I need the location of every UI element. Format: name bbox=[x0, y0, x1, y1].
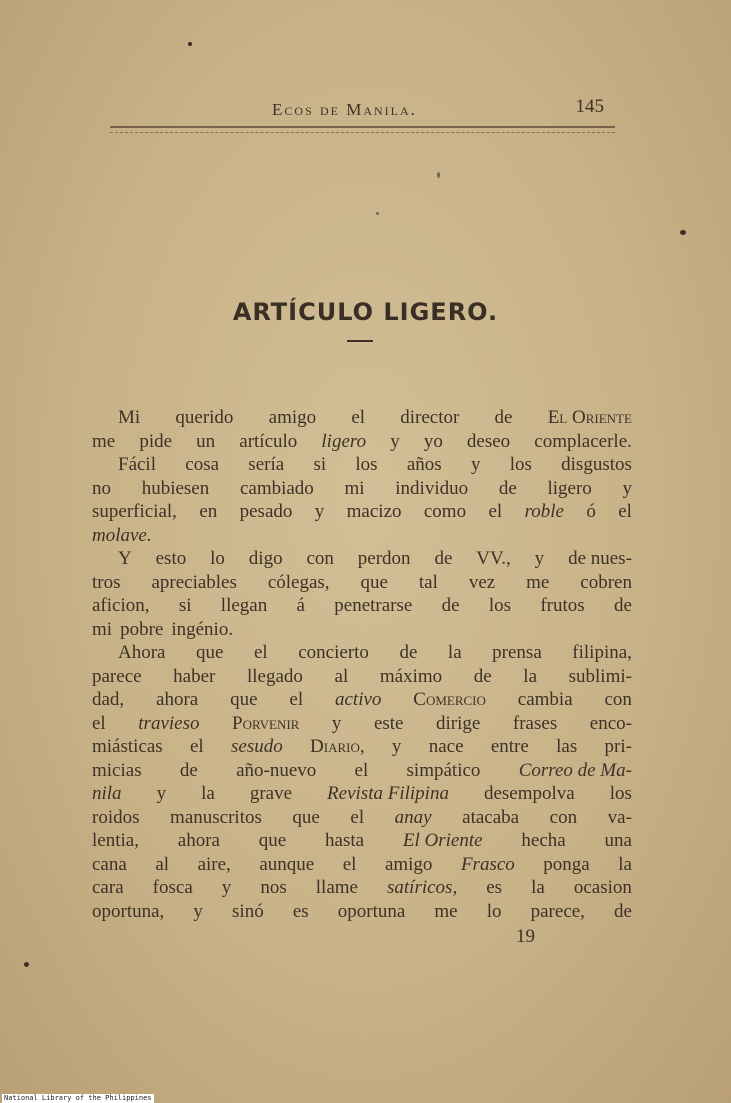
text-line bbox=[92, 524, 632, 548]
word: penetrarse bbox=[334, 595, 413, 616]
text-line bbox=[92, 782, 632, 806]
word: nos bbox=[260, 877, 287, 898]
word: Diario, bbox=[310, 736, 365, 757]
word: activo bbox=[334, 689, 382, 710]
word: travieso bbox=[138, 712, 200, 734]
word: vez bbox=[468, 571, 496, 593]
word: roidos bbox=[92, 806, 140, 828]
word: llame bbox=[315, 877, 358, 898]
word: Revista Filipina bbox=[327, 783, 449, 804]
word: sería bbox=[248, 454, 285, 475]
word: me bbox=[434, 900, 458, 922]
word: ó bbox=[586, 501, 596, 522]
word: si bbox=[313, 454, 327, 475]
word: de bbox=[498, 477, 517, 499]
word: oportuna, bbox=[92, 900, 165, 922]
word: Correo de Ma- bbox=[518, 759, 632, 781]
word: la bbox=[531, 877, 545, 898]
word: oportuna bbox=[337, 900, 406, 922]
word: el bbox=[342, 853, 357, 875]
word: como bbox=[423, 501, 467, 522]
word: los bbox=[355, 454, 378, 475]
title-ornament-dash bbox=[347, 340, 373, 342]
word: llegado bbox=[246, 665, 303, 687]
word: haber bbox=[173, 665, 216, 687]
word: cosa bbox=[185, 454, 220, 475]
word: con bbox=[306, 548, 334, 569]
text-line bbox=[92, 759, 632, 783]
text-line bbox=[92, 453, 632, 477]
word: y bbox=[622, 477, 632, 499]
word: y bbox=[331, 712, 342, 734]
word: de bbox=[441, 595, 460, 616]
word: cólegas, bbox=[267, 571, 330, 593]
text-line bbox=[92, 806, 632, 830]
word: mi bbox=[344, 477, 365, 499]
word: ocasion bbox=[573, 877, 632, 898]
word: con bbox=[549, 806, 578, 828]
page-number: 145 bbox=[575, 96, 604, 117]
ink-speck bbox=[24, 962, 29, 967]
word: entre bbox=[490, 736, 529, 757]
text-line bbox=[92, 735, 632, 759]
text-line bbox=[92, 500, 632, 524]
text-line bbox=[92, 477, 632, 501]
word: me bbox=[92, 430, 116, 452]
word: que bbox=[196, 642, 224, 663]
word: que bbox=[360, 571, 388, 593]
word: Mi bbox=[118, 407, 141, 428]
word: dirige bbox=[436, 712, 481, 734]
text-line bbox=[92, 876, 632, 900]
word: perdon bbox=[357, 548, 411, 569]
header-rule bbox=[110, 126, 615, 133]
word: y bbox=[534, 548, 545, 569]
word: artículo bbox=[239, 430, 298, 452]
word: cana bbox=[92, 853, 127, 875]
word: frutos bbox=[540, 595, 585, 616]
page-header bbox=[110, 96, 610, 126]
word: la bbox=[618, 853, 632, 875]
text-line bbox=[92, 547, 632, 571]
word: amigo bbox=[384, 853, 433, 875]
word: Frasco bbox=[460, 853, 515, 875]
word: atacaba bbox=[462, 806, 520, 828]
word: cara bbox=[92, 877, 124, 898]
word: y bbox=[470, 454, 481, 475]
ink-speck bbox=[376, 212, 379, 215]
text-line bbox=[92, 430, 632, 454]
word: que bbox=[230, 689, 258, 710]
word: filipina, bbox=[572, 642, 632, 663]
word: aficion, bbox=[92, 595, 150, 616]
word: simpático bbox=[406, 759, 481, 781]
word: frases bbox=[512, 712, 558, 734]
word: Porvenir bbox=[232, 712, 300, 734]
word: Fácil bbox=[118, 454, 156, 475]
word: aunque bbox=[259, 853, 315, 875]
word: de nues- bbox=[568, 548, 632, 569]
word: que bbox=[292, 806, 320, 828]
word: de bbox=[399, 642, 418, 663]
word: grave bbox=[249, 783, 293, 804]
word: máximo bbox=[379, 665, 443, 687]
word: sesudo bbox=[231, 736, 283, 757]
word: pide bbox=[139, 430, 173, 452]
word: lo bbox=[486, 900, 502, 922]
word: al bbox=[334, 665, 349, 687]
word: macizo bbox=[346, 501, 402, 522]
word: sinó bbox=[232, 900, 264, 922]
word: el bbox=[350, 806, 365, 828]
word: cobren bbox=[580, 571, 632, 593]
word: y bbox=[221, 877, 232, 898]
word: fosca bbox=[152, 877, 193, 898]
word: aire, bbox=[197, 853, 231, 875]
word: el bbox=[354, 759, 369, 781]
word: El Oriente bbox=[402, 830, 483, 851]
text-line bbox=[92, 712, 632, 736]
word: de bbox=[179, 759, 198, 781]
word: en bbox=[199, 501, 218, 522]
word: sublimi- bbox=[568, 665, 632, 687]
word: hasta bbox=[325, 830, 365, 851]
word: de bbox=[614, 900, 632, 922]
word: miásticas bbox=[92, 736, 163, 757]
word: con bbox=[604, 689, 632, 710]
word: ahora bbox=[156, 689, 199, 710]
word: parece, bbox=[530, 900, 585, 922]
word: hecha bbox=[521, 830, 566, 851]
word: y bbox=[314, 501, 325, 522]
word: superficial, bbox=[92, 501, 177, 522]
running-title: Ecos de Manila. bbox=[272, 100, 417, 119]
word: esto bbox=[155, 548, 187, 569]
word: va- bbox=[607, 806, 632, 828]
text-line bbox=[92, 641, 632, 665]
word: de bbox=[613, 595, 632, 616]
text-line bbox=[92, 594, 632, 618]
word: deseo bbox=[466, 430, 511, 452]
word: pri- bbox=[604, 736, 632, 757]
word: tros bbox=[92, 571, 121, 593]
word: y bbox=[390, 430, 400, 452]
library-credit: National Library of the Philippines bbox=[4, 1094, 152, 1102]
ink-speck bbox=[188, 42, 192, 46]
word: anay bbox=[394, 806, 432, 828]
word: las bbox=[556, 736, 578, 757]
word: digo bbox=[248, 548, 283, 569]
word: al bbox=[155, 853, 170, 875]
word: los bbox=[509, 454, 532, 475]
word: disgustos bbox=[561, 454, 632, 475]
word: director bbox=[400, 407, 460, 428]
word: enco- bbox=[589, 712, 632, 734]
word: el bbox=[488, 501, 503, 522]
word: si bbox=[178, 595, 192, 616]
word: parece bbox=[92, 665, 142, 687]
word: ligero bbox=[547, 477, 592, 499]
text-line bbox=[92, 853, 632, 877]
text-line bbox=[92, 900, 632, 924]
word: la bbox=[447, 642, 462, 663]
word: pobre bbox=[120, 618, 164, 640]
article-body bbox=[92, 406, 632, 923]
word: llegan bbox=[220, 595, 268, 616]
word: dad, bbox=[92, 689, 125, 710]
word: el bbox=[618, 501, 632, 522]
word: molave. bbox=[92, 524, 152, 546]
word: pesado bbox=[239, 501, 293, 522]
word: complacerle. bbox=[534, 430, 632, 452]
article-title: ARTÍCULO LIGERO. bbox=[232, 298, 499, 326]
word: el bbox=[190, 736, 204, 757]
word: y bbox=[156, 783, 167, 804]
word: año-nuevo bbox=[236, 759, 317, 781]
text-line bbox=[92, 571, 632, 595]
word: á bbox=[296, 595, 305, 616]
text-line bbox=[92, 688, 632, 712]
word: es bbox=[292, 900, 309, 922]
word: micias bbox=[92, 759, 142, 781]
word: nila bbox=[92, 783, 122, 804]
word: este bbox=[373, 712, 404, 734]
word: satíricos, bbox=[387, 877, 458, 898]
word: cambia bbox=[517, 689, 573, 710]
word: mi bbox=[92, 618, 113, 640]
text-line bbox=[92, 829, 632, 853]
word: el bbox=[351, 407, 366, 428]
word: prensa bbox=[492, 642, 542, 663]
word: yo bbox=[423, 430, 443, 452]
word: Comercio bbox=[413, 689, 486, 710]
text-line bbox=[92, 665, 632, 689]
word: de bbox=[473, 665, 492, 687]
word: la bbox=[201, 783, 215, 804]
word: Ahora bbox=[118, 642, 166, 663]
word: El Oriente bbox=[547, 407, 632, 428]
word: desempolva bbox=[483, 783, 575, 804]
word: ligero bbox=[321, 430, 367, 452]
word: nace bbox=[428, 736, 464, 757]
word: es bbox=[486, 877, 503, 898]
word: cambiado bbox=[239, 477, 314, 499]
word: hubiesen bbox=[141, 477, 210, 499]
word: una bbox=[604, 830, 632, 851]
word: el bbox=[92, 712, 106, 734]
word: lo bbox=[210, 548, 225, 569]
ink-speck bbox=[437, 172, 440, 178]
word: los bbox=[488, 595, 512, 616]
word: me bbox=[526, 571, 550, 593]
word: Y bbox=[118, 548, 132, 569]
word: años bbox=[406, 454, 442, 475]
text-line bbox=[92, 406, 632, 430]
word: ponga bbox=[543, 853, 590, 875]
word: la bbox=[523, 665, 538, 687]
word: amigo bbox=[268, 407, 317, 428]
word: concierto bbox=[298, 642, 369, 663]
word: y bbox=[391, 736, 402, 757]
word: el bbox=[289, 689, 304, 710]
signature-folio: 19 bbox=[516, 926, 535, 947]
word: querido bbox=[175, 407, 234, 428]
word: los bbox=[609, 783, 632, 804]
word: y bbox=[193, 900, 203, 922]
word: no bbox=[92, 477, 111, 499]
word: un bbox=[196, 430, 216, 452]
word: ingénio. bbox=[171, 618, 234, 640]
word: individuo bbox=[395, 477, 469, 499]
word: lentia, bbox=[92, 830, 139, 851]
word: de bbox=[494, 407, 513, 428]
ink-speck bbox=[680, 230, 686, 235]
word: roble bbox=[524, 501, 564, 522]
word: ahora bbox=[177, 830, 220, 851]
word: de bbox=[434, 548, 453, 569]
word: que bbox=[258, 830, 287, 851]
word: VV., bbox=[476, 548, 511, 569]
word: apreciables bbox=[151, 571, 237, 593]
word: el bbox=[253, 642, 268, 663]
text-line bbox=[92, 618, 632, 642]
word: manuscritos bbox=[170, 806, 262, 828]
word: tal bbox=[418, 571, 438, 593]
